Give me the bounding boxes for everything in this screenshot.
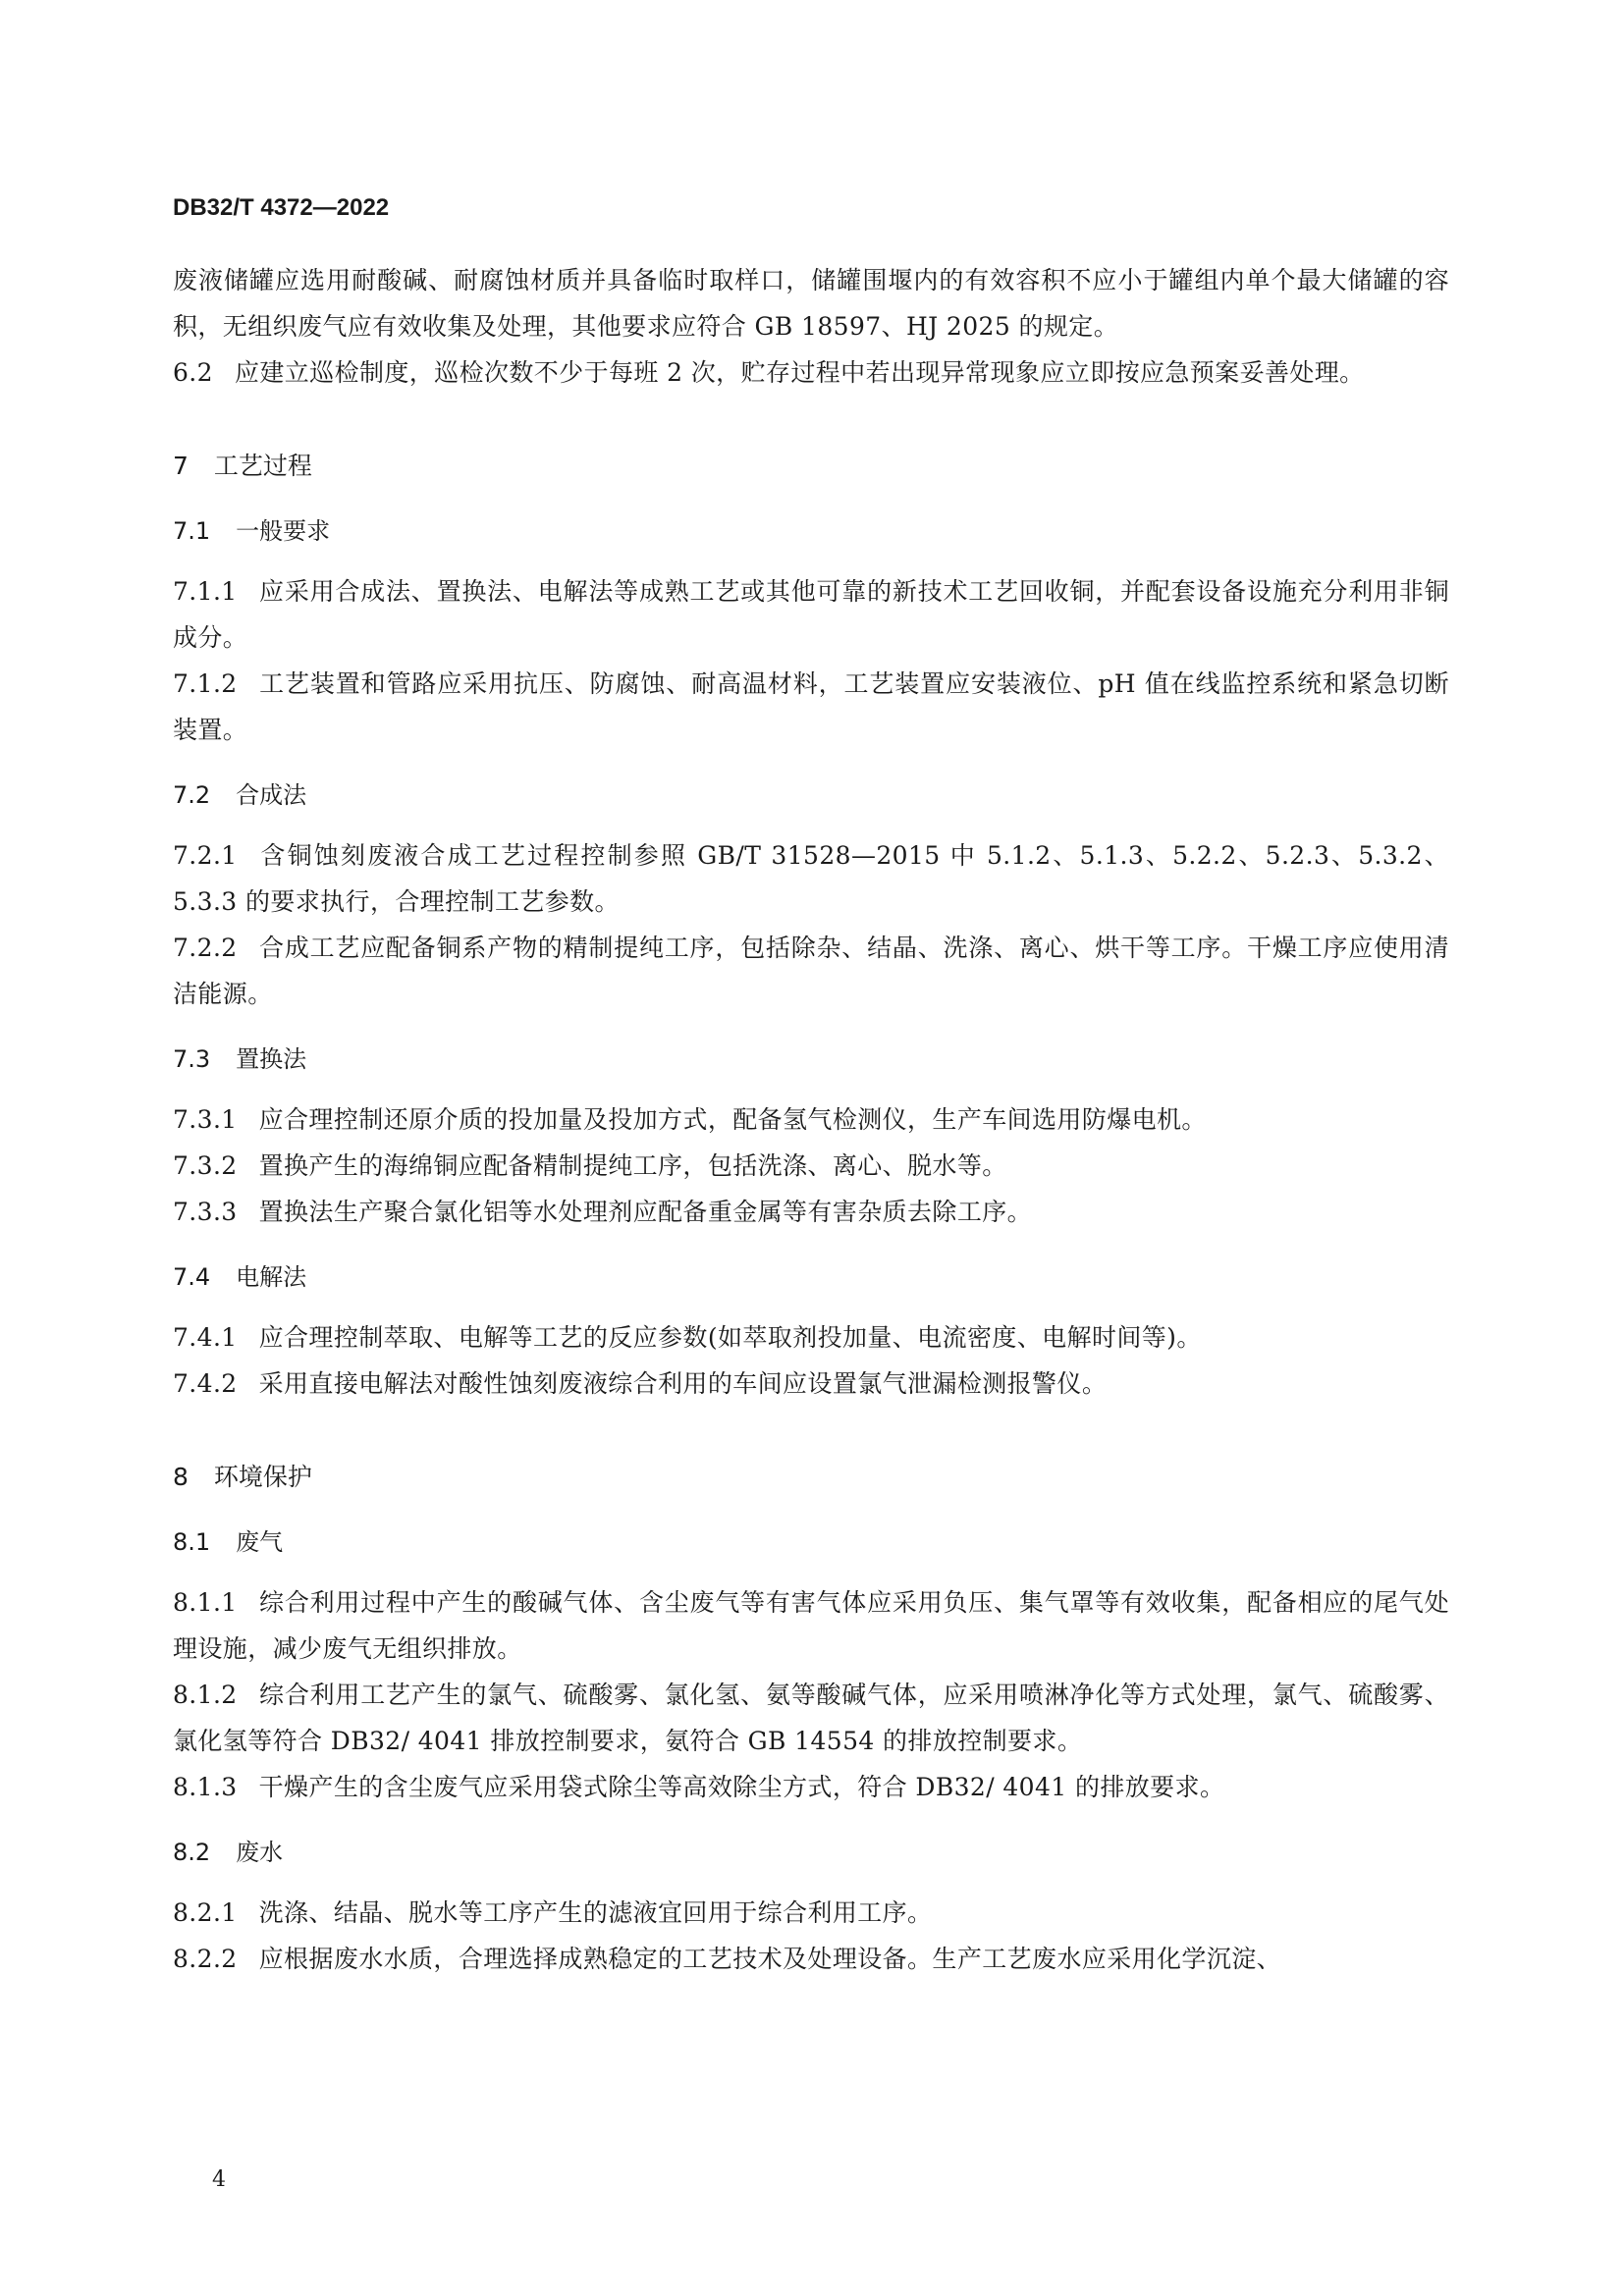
document-code: DB32/T 4372—2022 <box>173 194 390 221</box>
clause-7-2-2: 7.2.2 合成工艺应配备铜系产物的精制提纯工序，包括除杂、结晶、洗涤、离心、烘干等工序。干燥工序应使用清洁能源。 <box>173 934 1449 1008</box>
paragraph: 废液储罐应选用耐酸碱、耐腐蚀材质并具备临时取样口，储罐围堰内的有效容积不应小于罐组内单个最大储罐的容积，无组织废气应有效收集及处理，其他要求应符合 GB 18597、HJ 2025 的规定。 <box>173 266 1449 341</box>
clause-8-1-2: 8.1.2 综合利用工艺产生的氯气、硫酸雾、氯化氢、氨等酸碱气体，应采用喷淋净化等方式处理，氯气、硫酸雾、氯化氢等符合 DB32/ 4041 排放控制要求，氨符合 GB 14554 的排放控制要求。 <box>173 1681 1449 1755</box>
clause-8-2-1: 8.2.1 洗涤、结晶、脱水等工序产生的滤液宜回用于综合利用工序。 <box>173 1898 933 1927</box>
clause-7-3-2: 7.3.2 置换产生的海绵铜应配备精制提纯工序，包括洗涤、离心、脱水等。 <box>173 1151 1007 1180</box>
section-7-2-heading: 7.2 合成法 <box>173 781 307 809</box>
clause-8-2-2: 8.2.2 应根据废水水质，合理选择成熟稳定的工艺技术及处理设备。生产工艺废水应采用化学沉淀、 <box>173 1945 1282 1973</box>
clause-7-3-3: 7.3.3 置换法生产聚合氯化铝等水处理剂应配备重金属等有害杂质去除工序。 <box>173 1198 1033 1226</box>
clause-7-4-2: 7.4.2 采用直接电解法对酸性蚀刻废液综合利用的车间应设置氯气泄漏检测报警仪。 <box>173 1369 1108 1398</box>
clause-7-2-1: 7.2.1 含铜蚀刻废液合成工艺过程控制参照 GB/T 31528—2015 中 5.1.2、5.1.3、5.2.2、5.2.3、5.3.2、5.3.3 的要求执行，合理控制工艺参数。 <box>173 841 1449 916</box>
clause-6-2: 6.2 应建立巡检制度，巡检次数不少于每班 2 次，贮存过程中若出现异常现象应立即按应急预案妥善处理。 <box>173 358 1365 387</box>
clause-7-3-1: 7.3.1 应合理控制还原介质的投加量及投加方式，配备氢气检测仪，生产车间选用防爆电机。 <box>173 1105 1207 1134</box>
section-7-1-heading: 7.1 一般要求 <box>173 517 331 545</box>
section-8-heading: 8 环境保护 <box>173 1463 312 1491</box>
section-8-1-heading: 8.1 废气 <box>173 1528 284 1556</box>
clause-8-1-1: 8.1.1 综合利用过程中产生的酸碱气体、含尘废气等有害气体应采用负压、集气罩等有效收集，配备相应的尾气处理设施，减少废气无组织排放。 <box>173 1588 1449 1663</box>
section-7-heading: 7 工艺过程 <box>173 452 312 480</box>
clause-7-4-1: 7.4.1 应合理控制萃取、电解等工艺的反应参数(如萃取剂投加量、电流密度、电解时间等)。 <box>173 1323 1202 1352</box>
section-8-2-heading: 8.2 废水 <box>173 1839 284 1866</box>
clause-7-1-2: 7.1.2 工艺装置和管路应采用抗压、防腐蚀、耐高温材料，工艺装置应安装液位、pH 值在线监控系统和紧急切断装置。 <box>173 669 1449 744</box>
section-7-4-heading: 7.4 电解法 <box>173 1263 307 1291</box>
page-number: 4 <box>212 2167 226 2192</box>
document-body <box>173 257 1449 1982</box>
clause-7-1-1: 7.1.1 应采用合成法、置换法、电解法等成熟工艺或其他可靠的新技术工艺回收铜，并配套设备设施充分利用非铜成分。 <box>173 577 1449 652</box>
clause-8-1-3: 8.1.3 干燥产生的含尘废气应采用袋式除尘等高效除尘方式，符合 DB32/ 4041 的排放要求。 <box>173 1773 1225 1801</box>
section-7-3-heading: 7.3 置换法 <box>173 1045 307 1073</box>
